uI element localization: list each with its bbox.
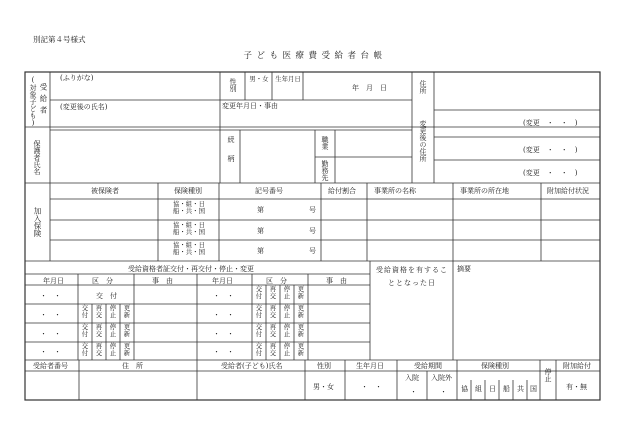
cat-issue-r3: 交付 (255, 323, 263, 339)
cat-stop-r1: 停止 (283, 285, 291, 301)
bottom-outpatient: 入院外 (431, 374, 452, 382)
issuance-reason-header-right: 事 由 (326, 277, 347, 285)
issuance-header: 受給資格者証交付・再交付・停止・変更 (128, 265, 254, 273)
bottom-instype-nichi: 日 (489, 385, 496, 393)
insurance-header-type: 保険種別 (174, 187, 202, 195)
bottom-header-birth: 生年月日 (356, 362, 384, 370)
issuance-date-header-right: 年月日 (212, 277, 233, 285)
bottom-header-supplement: 附加給付 (563, 362, 591, 370)
issuance-date-right-1: ・ ・ (213, 292, 234, 300)
bottom-birth-value: ・ ・ (361, 383, 382, 391)
change-date-label: 変更年月日・事由 (222, 102, 278, 110)
cat-update-r2: 更新 (297, 304, 305, 320)
bottom-instype-sen: 船 (503, 385, 510, 393)
issuance-date-left-2: ・ ・ (40, 311, 61, 319)
bottom-outpatient-dot: ・ (440, 388, 447, 396)
job-label: 職業 (321, 136, 329, 150)
cat-reissue-l4: 再交 (95, 342, 103, 358)
cat-stop-l3: 停止 (109, 323, 117, 339)
bottom-instype-koku: 国 (530, 385, 537, 393)
issuance-date-header-left: 年月日 (43, 277, 64, 285)
bottom-inpatient: 入院 (405, 374, 419, 382)
form-title: 子ども医療費受給者台帳 (243, 51, 387, 61)
issuance-date-left-4: ・ ・ (40, 348, 61, 356)
form-code: 別記第４号様式 (33, 35, 86, 44)
cat-stop-l4: 停止 (109, 342, 117, 358)
cat-update-l4: 更新 (123, 342, 131, 358)
bottom-inpatient-dot: ・ (410, 388, 417, 396)
guardian-label: 保護者氏名 (33, 140, 41, 175)
ins-number-left-row1: 第 (257, 206, 264, 214)
issuance-reason-header-left: 事 由 (152, 277, 173, 285)
cat-update-l3: 更新 (123, 323, 131, 339)
cat-issue-r1: 交付 (255, 285, 263, 301)
issuance-date-right-3: ・ ・ (213, 330, 234, 338)
issuance-date-right-2: ・ ・ (213, 311, 234, 319)
issuance-issued-left-1: 交 付 (96, 292, 117, 300)
ins-number-right-row1: 号 (309, 206, 316, 214)
insurance-header-number: 記号番号 (255, 187, 283, 195)
ins-type-row3: 協・組・日 船・共・国 (173, 241, 205, 257)
cat-reissue-l2: 再交 (95, 304, 103, 320)
issuance-date-right-4: ・ ・ (213, 348, 234, 356)
insurance-header-supplement: 附加給付状況 (547, 187, 589, 195)
insurance-header-ratio: 給付割合 (328, 187, 356, 195)
eligibility-header: 受給資格を有することとなった日 (376, 266, 448, 287)
bottom-sex-value: 男・女 (313, 383, 334, 391)
cat-reissue-r3: 再交 (269, 323, 277, 339)
birth-date: 年 月 日 (352, 84, 387, 92)
cat-issue-l2: 交付 (81, 304, 89, 320)
cat-stop-r4: 停止 (283, 342, 291, 358)
bottom-header-period: 受給期間 (414, 362, 442, 370)
insurance-header-insured: 被保険者 (91, 187, 119, 195)
issuance-category-header-left: 区 分 (92, 277, 113, 285)
ins-number-left-row2: 第 (257, 227, 264, 235)
ins-number-left-row3: 第 (257, 247, 264, 255)
bottom-instype-kumi: 組 (475, 385, 482, 393)
bottom-supplement-value: 有・無 (566, 383, 587, 391)
address-label: 住所 (419, 80, 427, 94)
change-note-1: (変更 ・ ・ ) (523, 119, 578, 127)
furigana-label: (ふりがな) (60, 74, 94, 82)
cat-update-r3: 更新 (297, 323, 305, 339)
cat-reissue-l3: 再交 (95, 323, 103, 339)
remarks-header: 摘要 (457, 265, 471, 273)
change-note-3: (変更 ・ ・ ) (523, 169, 578, 177)
cat-reissue-r4: 再交 (269, 342, 277, 358)
issuance-date-left-3: ・ ・ (40, 330, 61, 338)
cat-stop-l2: 停止 (109, 304, 117, 320)
cat-stop-r3: 停止 (283, 323, 291, 339)
cat-issue-l4: 交付 (81, 342, 89, 358)
bottom-header-sex: 性別 (317, 362, 331, 370)
insurance-section-label: 加入保険 (33, 207, 42, 237)
cat-stop-r2: 停止 (283, 304, 291, 320)
issuance-date-left-1: ・ ・ (40, 292, 61, 300)
bottom-instype-kyo: 協 (461, 385, 468, 393)
bottom-header-name: 受給者(子ども)氏名 (221, 362, 283, 370)
recipient-label: 受給者 (39, 83, 48, 118)
workplace-label: 勤務先 (321, 160, 329, 181)
bottom-header-instype: 保険種別 (481, 362, 509, 370)
cat-issue-r2: 交付 (255, 304, 263, 320)
ins-number-right-row2: 号 (309, 227, 316, 235)
cat-update-r1: 更新 (297, 285, 305, 301)
cat-reissue-r1: 再交 (269, 285, 277, 301)
cat-reissue-r2: 再交 (269, 304, 277, 320)
cat-update-l2: 更新 (123, 304, 131, 320)
cat-issue-l3: 交付 (81, 323, 89, 339)
sex-label: 性別 (229, 78, 237, 92)
relation-label: 続柄 (227, 136, 235, 174)
change-note-2: (変更 ・ ・ ) (523, 146, 578, 154)
issuance-category-header-right: 区 分 (266, 277, 287, 285)
birth-label: 生年月日 (275, 75, 301, 83)
bottom-instype-kyou: 共 (517, 385, 524, 393)
changed-name-label: (変更後の氏名) (60, 103, 108, 111)
cat-update-r4: 更新 (297, 342, 305, 358)
cat-issue-r4: 交付 (255, 342, 263, 358)
bottom-header-address: 住 所 (122, 362, 143, 370)
ins-type-row1: 協・組・日 船・共・国 (173, 200, 205, 216)
bottom-header-stop: 停止 (544, 368, 552, 382)
sex-options: 男・女 (249, 75, 269, 83)
insurance-header-company: 事業所の名称 (374, 187, 416, 195)
insurance-header-location: 事業所の所在地 (460, 187, 509, 195)
recipient-sublabel: (対象子ども) (29, 76, 37, 127)
ins-number-right-row3: 号 (309, 247, 316, 255)
bottom-header-number: 受給者番号 (33, 362, 68, 370)
ins-type-row2: 協・組・日 船・共・国 (173, 221, 205, 237)
changed-address-label: 変更後の住所 (419, 120, 427, 162)
